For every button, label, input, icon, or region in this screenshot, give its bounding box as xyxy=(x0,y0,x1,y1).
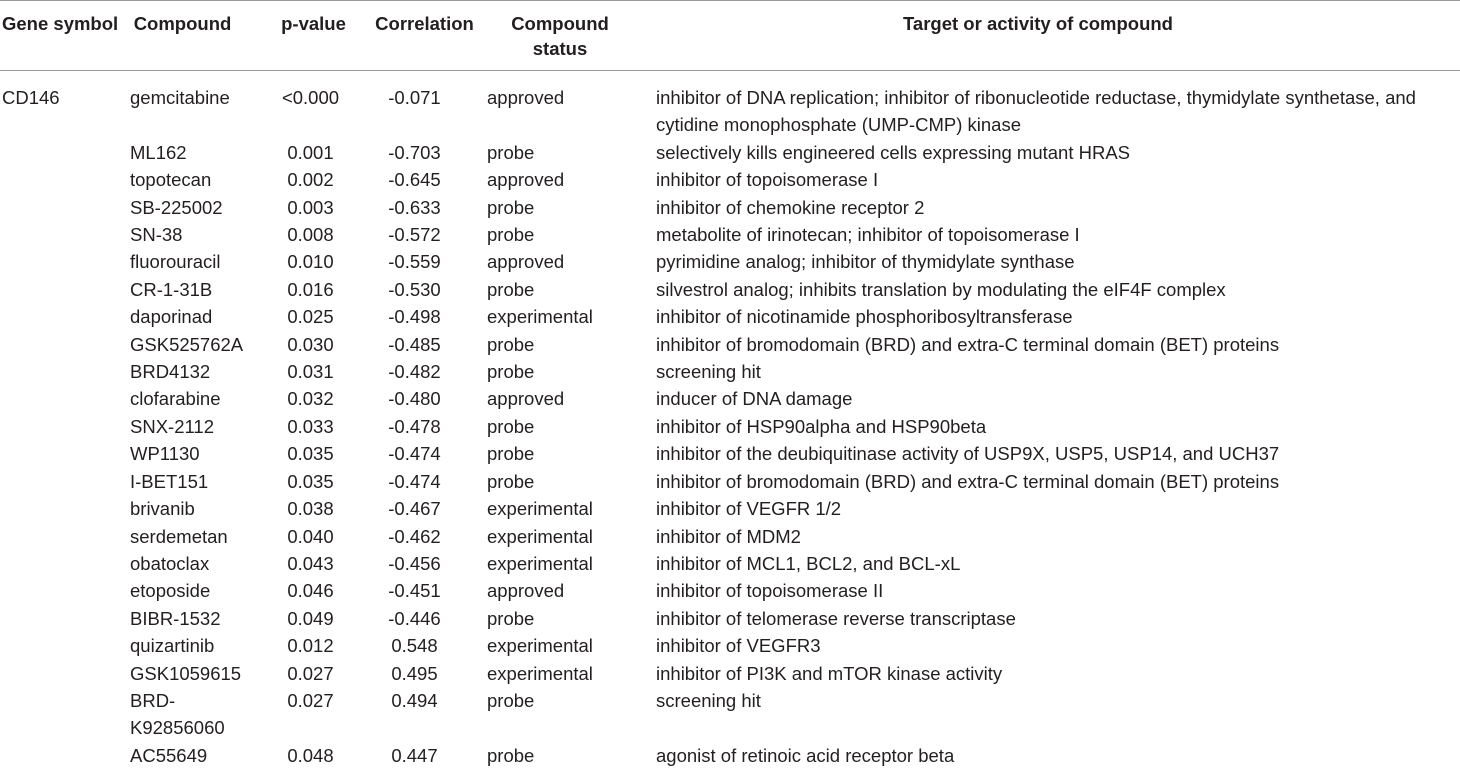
header-target-activity: Target or activity of compound xyxy=(655,1,1460,71)
cell-compound: topotecan xyxy=(130,169,212,191)
cell-gene-symbol xyxy=(0,248,130,275)
cell-target-activity: inhibitor of bromodomain (BRD) and extra-C terminal domain (BET) proteins xyxy=(656,470,1280,492)
table-row xyxy=(0,303,1460,330)
cell-target-activity: inhibitor of MCL1, BCL2, and BCL-xL xyxy=(656,552,961,574)
table-row xyxy=(0,166,1460,193)
cell-correlation: -0.645 xyxy=(388,169,441,191)
table-row xyxy=(0,248,1460,275)
cell-gene-symbol xyxy=(0,276,130,303)
cell-target-activity: inhibitor of chemokine receptor 2 xyxy=(656,196,925,218)
table-row xyxy=(0,742,1460,769)
cell-gene-symbol xyxy=(0,194,130,221)
cell-compound: ML162 xyxy=(130,141,187,163)
cell-p-value: 0.027 xyxy=(287,662,334,684)
cell-p-value: 0.027 xyxy=(287,689,334,711)
cell-compound-status: experimental xyxy=(487,662,593,684)
cell-correlation: -0.478 xyxy=(388,415,441,437)
table-row xyxy=(0,221,1460,248)
cell-gene-symbol xyxy=(0,742,130,769)
cell-target-activity: pyrimidine analog; inhibitor of thymidylate synthase xyxy=(656,251,1075,273)
cell-target-activity: inhibitor of VEGFR3 xyxy=(656,635,821,657)
cell-correlation: -0.482 xyxy=(388,361,441,383)
cell-gene-symbol xyxy=(0,440,130,467)
table-row xyxy=(0,495,1460,522)
cell-compound: gemcitabine xyxy=(130,87,230,108)
cell-compound-status: approved xyxy=(487,251,565,273)
header-compound-status: Compound status xyxy=(487,1,655,71)
cell-compound: BRD-K92856060 xyxy=(130,689,225,739)
cell-correlation: -0.572 xyxy=(388,224,441,246)
cell-p-value: 0.030 xyxy=(287,333,334,355)
table-row xyxy=(0,440,1460,467)
cell-compound: serdemetan xyxy=(130,525,228,547)
cell-gene-symbol xyxy=(0,139,130,166)
cell-compound: BIBR-1532 xyxy=(130,607,221,629)
cell-gene-symbol xyxy=(0,660,130,687)
cell-correlation: -0.451 xyxy=(388,580,441,602)
cell-correlation: -0.633 xyxy=(388,196,441,218)
cell-correlation: 0.447 xyxy=(391,744,438,766)
cell-compound-status: probe xyxy=(487,333,535,355)
cell-target-activity: agonist of retinoic acid receptor beta xyxy=(656,744,955,766)
cell-p-value: 0.016 xyxy=(287,278,334,300)
cell-p-value: 0.008 xyxy=(287,224,334,246)
cell-target-activity: inhibitor of topoisomerase II xyxy=(656,580,884,602)
cell-gene-symbol xyxy=(0,605,130,632)
cell-gene-symbol xyxy=(0,303,130,330)
table-row xyxy=(0,577,1460,604)
cell-compound: SN-38 xyxy=(130,224,183,246)
cell-compound-status: probe xyxy=(487,607,535,629)
cell-compound: GSK1059615 xyxy=(130,662,242,684)
cell-gene-symbol xyxy=(0,413,130,440)
cell-target-activity: screening hit xyxy=(656,361,761,383)
cell-correlation: -0.485 xyxy=(388,333,441,355)
table-row xyxy=(0,276,1460,303)
table-row xyxy=(0,468,1460,495)
cell-target-activity: inhibitor of VEGFR 1/2 xyxy=(656,498,842,520)
cell-gene-symbol xyxy=(0,166,130,193)
cell-correlation: -0.480 xyxy=(388,388,441,410)
cell-compound: brivanib xyxy=(130,498,195,520)
cell-target-activity: selectively kills engineered cells expressing mutant HRAS xyxy=(656,141,1131,163)
cell-compound-status: probe xyxy=(487,744,535,766)
table-row xyxy=(0,385,1460,412)
cell-correlation: 0.548 xyxy=(391,635,438,657)
cell-compound: clofarabine xyxy=(130,388,221,410)
cell-p-value: <0.000 xyxy=(281,87,340,108)
cell-target-activity: screening hit xyxy=(656,689,761,711)
cell-compound: obatoclax xyxy=(130,552,210,574)
cell-target-activity: inducer of DNA damage xyxy=(656,388,853,410)
cell-compound: SB-225002 xyxy=(130,196,223,218)
table-row xyxy=(0,550,1460,577)
cell-correlation: -0.071 xyxy=(388,87,441,108)
cell-correlation: 0.494 xyxy=(391,689,438,711)
cell-target-activity: inhibitor of HSP90alpha and HSP90beta xyxy=(656,415,987,437)
cell-compound: WP1130 xyxy=(130,443,200,465)
cell-compound: BRD4132 xyxy=(130,361,211,383)
cell-compound-status: probe xyxy=(487,196,535,218)
cell-gene-symbol xyxy=(0,523,130,550)
cell-p-value: 0.001 xyxy=(287,141,334,163)
cell-compound-status: experimental xyxy=(487,498,593,520)
table-row xyxy=(0,687,1460,742)
table-row xyxy=(0,605,1460,632)
cell-correlation: -0.474 xyxy=(388,443,441,465)
cell-compound-status: probe xyxy=(487,443,535,465)
header-row xyxy=(0,1,1460,71)
cell-gene-symbol xyxy=(0,468,130,495)
cell-correlation: -0.462 xyxy=(388,525,441,547)
cell-p-value: 0.046 xyxy=(287,580,334,602)
cell-gene-symbol xyxy=(0,358,130,385)
cell-compound: quizartinib xyxy=(130,635,215,657)
table-row xyxy=(0,523,1460,550)
table-row xyxy=(0,331,1460,358)
cell-gene-symbol xyxy=(0,495,130,522)
cell-compound: I-BET151 xyxy=(130,470,209,492)
cell-compound: SNX-2112 xyxy=(130,415,214,437)
cell-target-activity: inhibitor of telomerase reverse transcriptase xyxy=(656,607,1016,629)
table-row xyxy=(0,71,1460,139)
cell-target-activity: inhibitor of nicotinamide phosphoribosyltransferase xyxy=(656,306,1073,328)
cell-gene-symbol xyxy=(0,385,130,412)
cell-compound-status: probe xyxy=(487,278,535,300)
cell-compound-status: approved xyxy=(487,580,565,602)
cell-p-value: 0.003 xyxy=(287,196,334,218)
table-row xyxy=(0,632,1460,659)
cell-p-value: 0.048 xyxy=(287,744,334,766)
table-header xyxy=(0,1,1460,71)
cell-compound: GSK525762A xyxy=(130,333,244,355)
header-compound: Compound xyxy=(130,1,265,71)
cell-gene-symbol xyxy=(0,550,130,577)
cell-compound-status: approved xyxy=(487,169,565,191)
cell-target-activity: inhibitor of the deubiquitinase activity of USP9X, USP5, USP14, and UCH37 xyxy=(656,443,1280,465)
cell-p-value: 0.032 xyxy=(287,388,334,410)
cell-p-value: 0.038 xyxy=(287,498,334,520)
table-row xyxy=(0,194,1460,221)
cell-compound-status: probe xyxy=(487,689,535,711)
cell-p-value: 0.025 xyxy=(287,306,334,328)
cell-compound-status: probe xyxy=(487,470,535,492)
cell-p-value: 0.012 xyxy=(287,635,334,657)
cell-gene-symbol xyxy=(0,632,130,659)
cell-target-activity: inhibitor of DNA replication; inhibitor of ribonucleotide reductase, thymidylate synthetase, and cytidine monophosphate (UMP-CMP) kinase xyxy=(656,87,1416,136)
cell-p-value: 0.040 xyxy=(287,525,334,547)
cell-compound: daporinad xyxy=(130,306,213,328)
cell-p-value: 0.010 xyxy=(287,251,334,273)
cell-p-value: 0.031 xyxy=(287,361,334,383)
cell-compound-status: experimental xyxy=(487,552,593,574)
cell-target-activity: inhibitor of PI3K and mTOR kinase activity xyxy=(656,662,1003,684)
header-correlation: Correlation xyxy=(362,1,487,71)
header-gene-symbol: Gene symbol xyxy=(0,1,130,71)
cell-correlation: -0.474 xyxy=(388,470,441,492)
cell-p-value: 0.043 xyxy=(287,552,334,574)
cell-p-value: 0.002 xyxy=(287,169,334,191)
cell-compound-status: experimental xyxy=(487,635,593,657)
cell-gene-symbol xyxy=(0,687,130,742)
cell-p-value: 0.035 xyxy=(287,443,334,465)
cell-compound-status: approved xyxy=(487,388,565,410)
cell-target-activity: inhibitor of topoisomerase I xyxy=(656,169,879,191)
cell-correlation: 0.495 xyxy=(391,662,438,684)
cell-compound-status: probe xyxy=(487,224,535,246)
table-body xyxy=(0,71,1460,770)
cell-p-value: 0.049 xyxy=(287,607,334,629)
cell-compound-status: experimental xyxy=(487,306,593,328)
cell-correlation: -0.446 xyxy=(388,607,441,629)
table-row xyxy=(0,139,1460,166)
header-p-value: p-value xyxy=(265,1,362,71)
cell-target-activity: metabolite of irinotecan; inhibitor of topoisomerase I xyxy=(656,224,1080,246)
cell-compound-status: probe xyxy=(487,141,535,163)
cell-correlation: -0.456 xyxy=(388,552,441,574)
table-row xyxy=(0,660,1460,687)
cell-compound-status: probe xyxy=(487,361,535,383)
cell-gene-symbol xyxy=(0,331,130,358)
cell-gene-symbol xyxy=(0,221,130,248)
cell-compound-status: probe xyxy=(487,415,535,437)
cell-compound: etoposide xyxy=(130,580,211,602)
cell-gene-symbol xyxy=(0,577,130,604)
table-row xyxy=(0,413,1460,440)
cell-target-activity: silvestrol analog; inhibits translation by modulating the eIF4F complex xyxy=(656,278,1226,300)
cell-p-value: 0.035 xyxy=(287,470,334,492)
cell-correlation: -0.498 xyxy=(388,306,441,328)
cell-compound-status: experimental xyxy=(487,525,593,547)
cell-correlation: -0.467 xyxy=(388,498,441,520)
cell-target-activity: inhibitor of bromodomain (BRD) and extra-C terminal domain (BET) proteins xyxy=(656,333,1280,355)
cell-compound: CR-1-31B xyxy=(130,278,213,300)
table-row xyxy=(0,358,1460,385)
cell-compound: fluorouracil xyxy=(130,251,221,273)
cell-correlation: -0.530 xyxy=(388,278,441,300)
cell-correlation: -0.559 xyxy=(388,251,441,273)
cell-gene-symbol: CD146 xyxy=(2,87,60,108)
cell-compound-status: approved xyxy=(487,87,565,108)
cell-compound: AC55649 xyxy=(130,744,208,766)
cell-correlation: -0.703 xyxy=(388,141,441,163)
cell-p-value: 0.033 xyxy=(287,415,334,437)
cell-target-activity: inhibitor of MDM2 xyxy=(656,525,801,547)
